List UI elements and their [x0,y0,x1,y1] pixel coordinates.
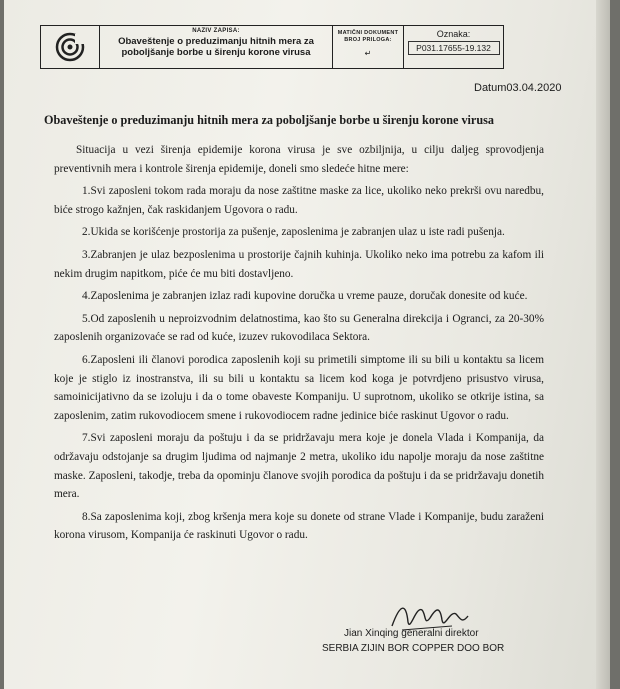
document-date: Datum03.04.2020 [474,82,562,94]
intro-paragraph: Situacija u vezi širenja epidemije korona virusa je sve ozbiljnija, u cilju daljeg sprovodjenja preventivnih mera i kontrole širenja epidemije, doneli smo sledeće hitne mere: [54,144,544,175]
handwritten-mark-icon: ↵ [364,49,372,58]
logo-cell [41,26,100,68]
document-body [54,141,544,549]
form-title-cell [100,26,333,68]
measure-paragraph: 7.Svi zaposleni moraju da poštuju i da se pridržavaju mera koje je donela Vlada i Kompanija, da održavaju odstojanje sa drugim ljudima od najmanje 2 metra, ukoliko idu napolje moraju da nose zaštitne maske. Zaposleni, takodje, treba da opominju članove svojih porodica da poštuju i da se pridržavaju donetih mera. [54,432,544,501]
measure-paragraph: 8.Sa zaposlenima koji, zbog kršenja mera koje su donete od strane Vlade i Kompanije, budu zaraženi korona virusom, Kompanija će raskinuti Ugovor o radu. [54,510,544,542]
measure-paragraph: 5.Od zaposlenih u neproizvodnim delatnostima, kao što su Generalna direkcija i Ogranci, za 20-30% zaposlenih organizovaće se rad od kuće, izuzev rukovodilaca Sektora. [54,312,544,344]
code-value: P031.17655-19.132 [408,41,500,55]
code-label: Oznaka: [436,29,471,39]
company-name: SERBIA ZIJIN BOR COPPER DOO BOR [322,643,505,654]
signatory-name: Jian Xinqing generalni direktor [344,628,479,639]
measure-paragraph: 3.Zabranjen je ulaz bezposlenima u prostorije čajnih kuhinja. Ukoliko neko ima potrebu za kafom ili nekim drugim napitkom, piće će mu biti dostavljeno. [54,248,544,280]
measure-paragraph: 2.Ukida se korišćenje prostorija za pušenje, zaposlenima je zabranjen ulaz u iste radi pušenja. [82,226,505,239]
document-title: Obaveštenje o preduzimanju hitnih mera za poboljšanje borbe u širenju korone virusa [44,113,494,127]
signature-block [322,626,562,656]
form-title: Obaveštenje o preduzimanju hitnih mera za poboljšanje borbe u širenju korone virusa [118,36,314,58]
page-edge-shadow [596,0,610,689]
measure-paragraph: 4.Zaposlenima je zabranjen izlaz radi kupovine doručka u vreme pauze, doručak donesite od kuće. [82,290,528,303]
documents-cell [333,26,404,68]
header-table [40,25,504,69]
company-logo-icon [55,32,85,62]
document-page [4,0,610,689]
documents-label: MATIČNI DOKUMENT BROJ PRILOGA: [337,30,399,43]
measure-paragraph: 6.Zaposleni ili članovi porodica zaposlenih koji su primetili simptome ili su bili u kontaktu sa licem koje je stiglo iz inostranstva, ili su bili u kontaktu sa licem kod koga je potvrdjeno prisustvo virusa, samoinicijativno da se izoluju i da o tome obaveste Kompaniju. U suprotnom, ukoliko se otkrije istina, sa zaposlenim, zatim rukovodiocem smene i rukovodiocem radne jedinice biće raskinut Ugovor o radu. [54,353,544,422]
form-label: NAZIV ZAPISA: [192,28,240,34]
measure-paragraph: 1.Svi zaposleni tokom rada moraju da nose zaštitne maske za lice, ukoliko neko prekrši ovu naredbu, biće strogo kažnjen, čak raskidanjem Ugovora o radu. [54,185,544,216]
code-cell [404,26,503,68]
